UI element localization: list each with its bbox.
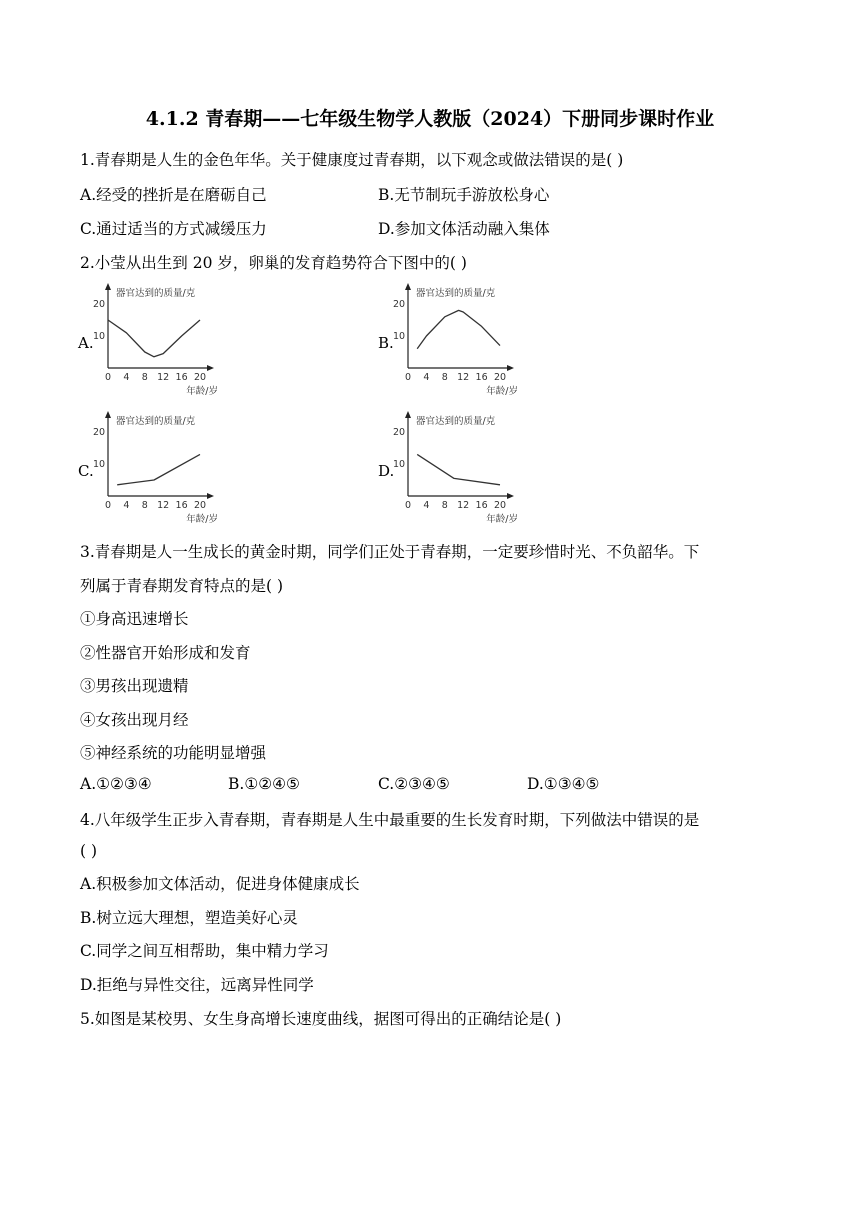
q1-option-d[interactable]: D.参加文体活动融入集体 bbox=[378, 220, 550, 238]
q4-option-b[interactable]: B.树立远大理想，塑造美好心灵 bbox=[80, 909, 298, 927]
x-tick-label: 20 bbox=[493, 372, 507, 383]
x-axis-arrow bbox=[507, 365, 514, 371]
q3-option-c[interactable]: C.②③④⑤ bbox=[378, 775, 450, 793]
x-tick-label: 16 bbox=[475, 500, 488, 511]
q4-option-c[interactable]: C.同学之间互相帮助，集中精力学习 bbox=[80, 942, 329, 960]
series-line bbox=[108, 320, 200, 357]
chart-c[interactable] bbox=[78, 408, 238, 526]
q2-stem: 2.小莹从出生到 20 岁，卵巢的发育趋势符合下图中的( ) bbox=[80, 254, 467, 272]
x-tick-label: 0 bbox=[404, 372, 412, 383]
x-tick-label: 16 bbox=[175, 500, 188, 511]
q1-option-b[interactable]: B.无节制玩手游放松身心 bbox=[378, 186, 550, 204]
x-tick-label: 20 bbox=[193, 500, 207, 511]
q1-stem: 1.青春期是人生的金色年华。关于健康度过青春期，以下观念或做法错误的是( ) bbox=[80, 151, 624, 169]
y-tick-label: 20 bbox=[393, 427, 406, 438]
x-tick-label: 20 bbox=[193, 372, 207, 383]
q3-item-3: ③男孩出现遗精 bbox=[80, 677, 189, 695]
x-tick-label: 0 bbox=[404, 500, 412, 511]
chart-d-label: D. bbox=[378, 462, 395, 480]
x-tick-label: 4 bbox=[423, 372, 430, 383]
x-tick-label: 4 bbox=[123, 372, 130, 383]
chart-b-label: B. bbox=[378, 334, 394, 352]
page-title: 4.1.2 青春期——七年级生物学人教版（2024）下册同步课时作业 bbox=[145, 108, 715, 130]
y-axis-label: 器官达到的质量/克 bbox=[116, 416, 196, 427]
x-tick-label: 20 bbox=[493, 500, 507, 511]
x-tick-label: 16 bbox=[475, 372, 488, 383]
q4-option-a[interactable]: A.积极参加文体活动，促进身体健康成长 bbox=[80, 875, 360, 893]
x-axis-arrow bbox=[207, 365, 214, 371]
y-axis-arrow bbox=[105, 411, 111, 418]
q4-option-d[interactable]: D.拒绝与异性交往，远离异性同学 bbox=[80, 976, 314, 994]
q3-option-d[interactable]: D.①③④⑤ bbox=[527, 775, 600, 793]
q3-option-a[interactable]: A.①②③④ bbox=[80, 775, 152, 793]
chart-c-label: C. bbox=[78, 462, 94, 480]
y-tick-label: 10 bbox=[93, 331, 106, 342]
series-line bbox=[117, 454, 200, 484]
x-axis-label: 年龄/岁 bbox=[486, 386, 518, 397]
x-axis-label: 年龄/岁 bbox=[486, 514, 518, 525]
y-axis-label: 器官达到的质量/克 bbox=[416, 416, 496, 427]
y-axis-label: 器官达到的质量/克 bbox=[116, 288, 196, 299]
chart-a[interactable] bbox=[78, 280, 238, 398]
x-tick-label: 12 bbox=[457, 372, 470, 383]
x-axis-label: 年龄/岁 bbox=[186, 514, 218, 525]
x-tick-label: 8 bbox=[141, 372, 148, 383]
y-axis-arrow bbox=[105, 283, 111, 290]
q3-item-4: ④女孩出现月经 bbox=[80, 711, 189, 729]
q5-stem: 5.如图是某校男、女生身高增长速度曲线，据图可得出的正确结论是( ) bbox=[80, 1010, 562, 1028]
x-tick-label: 12 bbox=[157, 500, 170, 511]
q3-item-2: ②性器官开始形成和发育 bbox=[80, 644, 251, 662]
y-tick-label: 20 bbox=[93, 299, 106, 310]
x-tick-label: 8 bbox=[441, 372, 448, 383]
q3-item-5: ⑤神经系统的功能明显增强 bbox=[80, 744, 267, 762]
chart-a-label: A. bbox=[78, 334, 94, 352]
q4-stem-line2: ( ) bbox=[80, 842, 98, 860]
x-tick-label: 12 bbox=[157, 372, 170, 383]
x-tick-label: 4 bbox=[423, 500, 430, 511]
x-tick-label: 8 bbox=[441, 500, 448, 511]
y-axis-arrow bbox=[405, 283, 411, 290]
x-tick-label: 4 bbox=[123, 500, 130, 511]
series-line bbox=[417, 454, 500, 484]
y-axis-label: 器官达到的质量/克 bbox=[416, 288, 496, 299]
y-tick-label: 10 bbox=[393, 331, 406, 342]
q3-stem-line1: 3.青春期是人一生成长的黄金时期，同学们正处于青春期，一定要珍惜时光、不负韶华。下 bbox=[80, 543, 700, 561]
q4-stem-line1: 4.八年级学生正步入青春期，青春期是人生中最重要的生长发育时期，下列做法中错误的是 bbox=[80, 811, 700, 829]
q3-option-b[interactable]: B.①②④⑤ bbox=[228, 775, 300, 793]
x-axis-arrow bbox=[207, 493, 214, 499]
series-line bbox=[417, 310, 500, 348]
x-axis-arrow bbox=[507, 493, 514, 499]
y-axis-arrow bbox=[405, 411, 411, 418]
y-tick-label: 20 bbox=[93, 427, 106, 438]
q3-stem-line2: 列属于青春期发育特点的是( ) bbox=[80, 577, 284, 595]
x-tick-label: 8 bbox=[141, 500, 148, 511]
chart-d[interactable] bbox=[378, 408, 538, 526]
x-tick-label: 16 bbox=[175, 372, 188, 383]
x-tick-label: 12 bbox=[457, 500, 470, 511]
q1-option-c[interactable]: C.通过适当的方式减缓压力 bbox=[80, 220, 267, 238]
x-tick-label: 0 bbox=[104, 500, 112, 511]
chart-b[interactable] bbox=[378, 280, 538, 398]
x-tick-label: 0 bbox=[104, 372, 112, 383]
y-tick-label: 20 bbox=[393, 299, 406, 310]
x-axis-label: 年龄/岁 bbox=[186, 386, 218, 397]
q1-option-a[interactable]: A.经受的挫折是在磨砺自己 bbox=[80, 186, 267, 204]
y-tick-label: 10 bbox=[393, 459, 406, 470]
y-tick-label: 10 bbox=[93, 459, 106, 470]
q3-item-1: ①身高迅速增长 bbox=[80, 610, 189, 628]
